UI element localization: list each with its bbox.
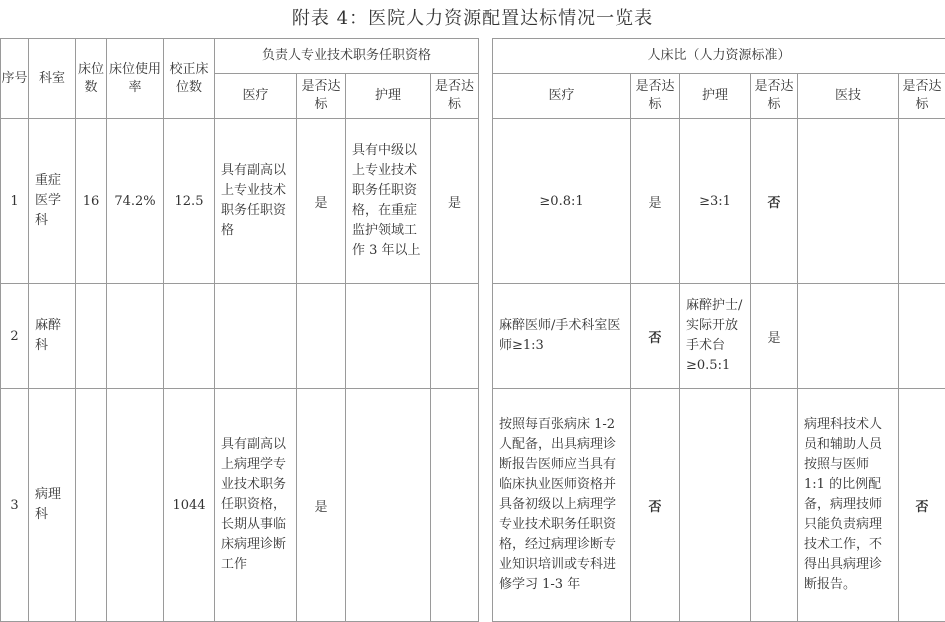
staffing-table	[0, 38, 945, 622]
header-ratio-medical-met: 是否达标	[631, 74, 680, 119]
cell-ratio-tech-met: 否	[899, 389, 945, 622]
header-qualification-group: 负责人专业技术职务任职资格	[215, 39, 479, 74]
header-ratio-medical: 医疗	[493, 74, 631, 119]
cell-seq: 3	[1, 389, 29, 622]
cell-ratio-medical: ≥0.8:1	[493, 119, 631, 284]
cell-ratio-nursing: ≥3:1	[680, 119, 751, 284]
header-ratio-group: 人床比（人力资源标准）	[493, 39, 945, 74]
cell-qual-nursing: 具有中级以上专业技术职务任职资格，在重症监护领域工作 3 年以上	[346, 119, 431, 284]
cell-qual-nursing-met: 是	[431, 119, 479, 284]
cell-ratio-nursing	[680, 389, 751, 622]
cell-corrected-beds	[164, 284, 215, 389]
table-row	[1, 284, 945, 389]
cell-ratio-nursing-met	[751, 389, 798, 622]
cell-gap	[479, 284, 493, 389]
cell-ratio-medical: 麻醉医师/手术科室医师≥1:3	[493, 284, 631, 389]
header-qual-nursing-met: 是否达标	[431, 74, 479, 119]
cell-gap	[479, 119, 493, 284]
cell-qual-medical: 具有副高以上专业技术职务任职资格	[215, 119, 297, 284]
cell-qual-medical	[215, 284, 297, 389]
cell-gap	[479, 389, 493, 622]
header-usage: 床位使用率	[107, 39, 164, 119]
header-ratio-tech: 医技	[798, 74, 899, 119]
cell-ratio-medical: 按照每百张病床 1-2 人配备，出具病理诊断报告医师应当具有临床执业医师资格并具备初级以上病理学专业技术职务任职资格，经过病理诊断专业知识培训或专科进修学习 1-3 年	[493, 389, 631, 622]
cell-dept: 病理科	[29, 389, 76, 622]
cell-corrected-beds: 12.5	[164, 119, 215, 284]
cell-qual-nursing-met	[431, 284, 479, 389]
cell-beds: 16	[76, 119, 107, 284]
cell-ratio-tech-met	[899, 284, 945, 389]
cell-ratio-tech: 病理科技术人员和辅助人员按照与医师 1:1 的比例配备，病理技师只能负责病理技术工作，不得出具病理诊断报告。	[798, 389, 899, 622]
header-qual-nursing: 护理	[346, 74, 431, 119]
cell-qual-nursing-met	[431, 389, 479, 622]
cell-dept: 重症医学科	[29, 119, 76, 284]
table-row	[1, 389, 945, 622]
cell-ratio-medical-met: 是	[631, 119, 680, 284]
cell-qual-nursing	[346, 389, 431, 622]
cell-usage	[107, 389, 164, 622]
cell-usage: 74.2%	[107, 119, 164, 284]
header-seq: 序号	[1, 39, 29, 119]
cell-qual-medical-met	[297, 284, 346, 389]
header-ratio-nursing: 护理	[680, 74, 751, 119]
cell-seq: 2	[1, 284, 29, 389]
cell-ratio-medical-met: 否	[631, 284, 680, 389]
cell-qual-medical-met: 是	[297, 119, 346, 284]
header-qual-medical: 医疗	[215, 74, 297, 119]
cell-corrected-beds: 1044	[164, 389, 215, 622]
header-beds: 床位数	[76, 39, 107, 119]
cell-qual-nursing	[346, 284, 431, 389]
cell-beds	[76, 284, 107, 389]
cell-ratio-nursing-met: 是	[751, 284, 798, 389]
header-gap	[479, 39, 493, 119]
cell-qual-medical: 具有副高以上病理学专业技术职务任职资格，长期从事临床病理诊断工作	[215, 389, 297, 622]
page-title: 附表 4：医院人力资源配置达标情况一览表	[0, 0, 945, 38]
header-ratio-nursing-met: 是否达标	[751, 74, 798, 119]
cell-ratio-medical-met: 否	[631, 389, 680, 622]
header-dept: 科室	[29, 39, 76, 119]
cell-qual-medical-met: 是	[297, 389, 346, 622]
cell-ratio-tech	[798, 284, 899, 389]
header-qual-medical-met: 是否达标	[297, 74, 346, 119]
cell-ratio-nursing-met: 否	[751, 119, 798, 284]
cell-seq: 1	[1, 119, 29, 284]
header-corrected-beds: 校正床位数	[164, 39, 215, 119]
cell-ratio-nursing: 麻醉护士/实际开放手术台≥0.5:1	[680, 284, 751, 389]
table-row	[1, 119, 945, 284]
cell-dept: 麻醉科	[29, 284, 76, 389]
cell-usage	[107, 284, 164, 389]
cell-ratio-tech	[798, 119, 899, 284]
header-row-1	[1, 39, 945, 74]
cell-beds	[76, 389, 107, 622]
header-ratio-tech-met: 是否达标	[899, 74, 945, 119]
cell-ratio-tech-met	[899, 119, 945, 284]
